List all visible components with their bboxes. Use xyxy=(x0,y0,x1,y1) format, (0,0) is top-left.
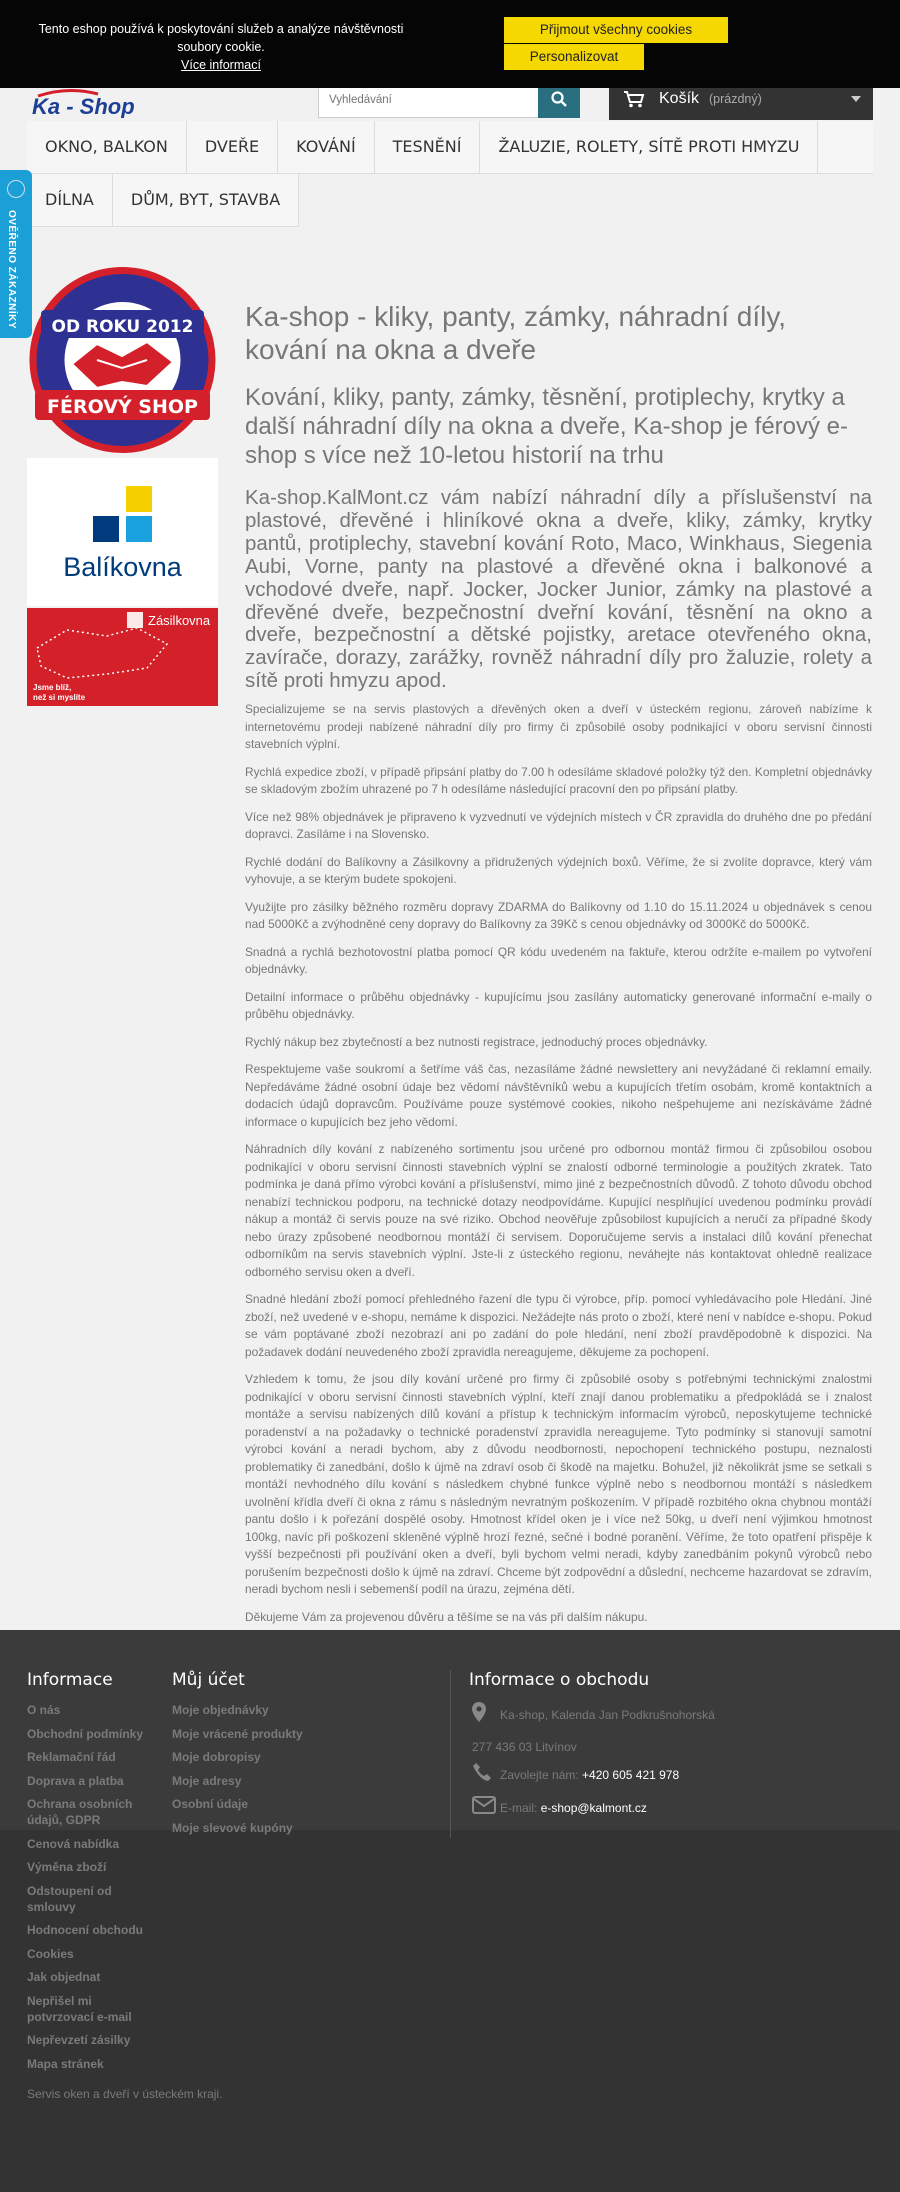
nav-item-kovani[interactable]: KOVÁNÍ xyxy=(278,121,374,174)
footer-link[interactable]: Hodnocení obchodu xyxy=(27,1923,143,1937)
footer-link[interactable]: Reklamační řád xyxy=(27,1750,116,1764)
footer-col-info xyxy=(27,1670,157,2079)
footer-link[interactable]: Odstoupení od smlouvy xyxy=(27,1883,112,1914)
balikovna-text: Balíkovna xyxy=(63,552,182,582)
footer-col-info-title: Informace xyxy=(27,1670,113,1690)
cart-caret-icon xyxy=(851,96,861,102)
footer-link[interactable]: Moje vrácené produkty xyxy=(172,1726,303,1741)
cookie-bar xyxy=(0,0,900,88)
cart-label: Košík xyxy=(659,90,700,107)
email-icon xyxy=(472,1796,496,1814)
footer-divider xyxy=(450,1670,451,1838)
nav-item-dum-byt-stavba[interactable]: DŮM, BYT, STAVBA xyxy=(113,174,299,227)
location-icon xyxy=(472,1702,486,1722)
cookie-more-link[interactable]: Více informací xyxy=(181,58,261,72)
footer-link[interactable]: Doprava a platba xyxy=(27,1773,124,1788)
verified-badge[interactable] xyxy=(0,170,32,338)
footer-link[interactable]: Jak objednat xyxy=(27,1970,101,1984)
footer-link[interactable]: Osobní údaje xyxy=(172,1797,249,1811)
footer-email-line xyxy=(500,1801,647,1815)
nav-item-zaluzie[interactable]: ŽALUZIE, ROLETY, SÍTĚ PROTI HMYZU xyxy=(480,121,818,174)
zasilkovna-logo[interactable] xyxy=(27,608,218,706)
footer-phone-number[interactable]: +420 605 421 978 xyxy=(582,1768,680,1782)
footer-col-store xyxy=(469,1670,869,1702)
footer-link[interactable]: Obchodní podmínky xyxy=(27,1726,143,1741)
footer-link[interactable]: Moje objednávky xyxy=(172,1703,269,1717)
paragraph: Rychlé dodání do Balíkovny a Zásilkovny a přidružených výdejních boxů. Věříme, že si zvolíte dopravce, který vám vyhovuje, a se kterým budete spokojeni. xyxy=(245,854,872,887)
page-title: Ka-shop - kliky, panty, zámky, náhradní díly, kování na okna a dveře xyxy=(245,301,787,365)
paragraph: Snadná a rychlá bezhotovostní platba pomocí QR kódu uvedeném na faktuře, kterou održíte e-mailem po vytvoření objednávky. xyxy=(245,944,872,977)
paragraph: Specializujeme se na servis plastových a dřevěných oken a dveří v ústeckém regionu, zároveň nabízíme k internetovému prodeji nabízené náhradní díly pro firmy či způsobilé osoby podnikající v oboru servisní činnosti stavebních výplní. xyxy=(245,702,872,752)
footer-address-1: Ka-shop, Kalenda Jan Podkrušnohorská xyxy=(500,1708,715,1722)
cart-state: (prázdný) xyxy=(709,92,762,106)
footer-link[interactable]: Moje slevové kupóny xyxy=(172,1820,293,1835)
footer-link[interactable]: Nepřišel mi potvrzovací e-mail xyxy=(27,1993,132,2024)
cookie-text-block xyxy=(26,20,416,74)
paragraph: Náhradních díly kování z nabízeného sortimentu jsou určené pro odbornou montáž firmou či způsobilou osobou podnikající v oboru servisní činnosti stavebních výplní se znalostí odborné terminologie a použitých zkratek. Tato podmínka je daná přímo výrobci kování a příslušenství, mimo jiné z bezpečnostních důvodů. Z tohoto důvodu obchod nenabízí technickou podporu, na technické dotazy neodpovídáme. Kupující nesplňující uvedenou podmínku provádí nákup a montáž či servis pouze na své riziko. Obchod neověřuje způsobilost kupujících a neručí za případné škody nebo úrazy způsobené neodbornou montáží či servisem. Doporučujeme servis a instalaci dílů kování přenechat odborníkům na servis stavebních výplní. Jste-li z ústeckého regionu, neváhejte nás kontaktovat ohledně realizace odborného servisu oken a dveří. xyxy=(245,1142,872,1279)
footer-link[interactable]: Nepřevzetí zásilky xyxy=(27,2033,131,2047)
paragraph: Rychlý nákup bez zbytečností a bez nutnosti registrace, jednoduchý proces objednávky. xyxy=(245,1034,708,1049)
nav-item-dilna[interactable]: DÍLNA xyxy=(27,174,113,227)
nav-row-1 xyxy=(27,121,873,174)
paragraph: Rychlá expedice zboží, v případě připsání platby do 7.00 h odesíláme skladové položky týž den. Kompletní objednávky se skladovým zbožím uhrazené po 7 h odesíláme následující pracovní den po připsání platby. xyxy=(245,764,872,797)
paragraph: Využijte pro zásilky běžného rozměru dopravy ZDARMA do Balíkovny od 1.10 do 15.11.2024 u objednávek s cenou nad 5000Kč a zvýhodněné ceny dopravy do Balíkovny za 39Kč s cenou objednávky od 3000Kč do 5000Kč. xyxy=(245,899,872,932)
footer-tagline: Servis oken a dveří v ústeckém kraji. xyxy=(27,2087,223,2101)
accept-cookies-button[interactable]: Přijmout všechny cookies xyxy=(504,17,728,43)
footer-col-store-title: Informace o obchodu xyxy=(469,1670,650,1690)
footer-phone-line xyxy=(500,1768,679,1782)
nav-row-fill xyxy=(818,121,873,174)
main-content xyxy=(245,300,872,1664)
zasilkovna-text: Zásilkovna xyxy=(148,613,211,628)
paragraph: Respektujeme vaše soukromí a šetříme váš čas, nezasíláme žádné newslettery ani nevyžádané či reklamní emaily. Nepředáváme žádné osobní údaje bez vědomí návštěvníků webu a kupujících třetím osobám, kromě kontaktních a dodacích údajů dopravcům. Používáme pouze systémové cookies, nikoho nešpehujeme ani nezískáváme žádné informace o kupujících bez jeho vědomí. xyxy=(245,1062,872,1129)
footer-email-label: E-mail: xyxy=(500,1801,538,1815)
footer-link[interactable]: Moje dobropisy xyxy=(172,1750,261,1764)
footer-email-address[interactable]: e-shop@kalmont.cz xyxy=(540,1801,647,1815)
footer-link[interactable]: O nás xyxy=(27,1703,61,1717)
zasilkovna-slogan-1: Jsme blíž, xyxy=(33,683,72,692)
footer xyxy=(0,1630,900,2192)
phone-icon xyxy=(472,1762,492,1782)
lead-paragraph: Ka-shop.KalMont.cz vám nabízí náhradní díly a příslušenství na plastové, dřevěné i hliníkové okna a dveře, kliky, zámky, krytky pantů, protiplechy, stavební kování Roto, Maco, Winkhaus, Siegenia Aubi, Vorne, panty na plastové a dřevěné okna i balkonové a vchodové dveře, např. Jocker, Jocker Junior, zámky na plastové a dřevěné dveře, bezpečnostní dveřní kování, těsnění na okno a dveře, bezpečnostní a dětské pojistky, aretace otevřeného okna, zavírače, dorazy, zarážky, rovněž náhradní díly pro žaluzie, rolety a sítě proti hmyzu apod. xyxy=(245,486,872,693)
badge-icon xyxy=(7,180,25,198)
footer-link[interactable]: Ochrana osobních údajů, GDPR xyxy=(27,1797,133,1827)
nav-item-dvere[interactable]: DVEŘE xyxy=(187,121,278,174)
logo-text: Ka - Shop xyxy=(32,94,135,118)
paragraph: Děkujeme Vám za projevenou důvěru a těšíme se na vás při dalším nákupu. xyxy=(245,1609,648,1624)
logo[interactable] xyxy=(28,86,160,118)
footer-link[interactable]: Moje adresy xyxy=(172,1773,242,1788)
paragraph: Vzhledem k tomu, že jsou díly kování určené pro firmy či způsobilé osoby s potřebnými technickými znalostmi podnikající v oboru servisní činnosti stavebních výplní, kteří znají danou problematiku a předpokládá se i znalost montáže a servisu nabízených dílů kování a přístup k technickým informacím výrobců, neposkytujeme technické poradenství a na požadavky o technické poradenství zpravidla nereagujeme. Tyto podmínky si stanovují samotní výrobci kování a neradi bychom, aby z důvodu neodbornosti, nepochopení technického postupu, neznalosti problematiky či zanedbání, došlo k újmě na zdraví osob či škodě na majetku. Bohužel, již několikrát jsme se setkali s montáží nevhodného dílu kování s následkem chybné funkce výplně nebo s neodbornou montáží s následkem uvolnění křídla dveří či okna z rámu s následným nevratným poškozením. V případě rozbitého okna chybnou montáží pantu došlo i k pořezání dospělé osoby. Hmotnost křídel oken je i více než 50kg, u dveří není výjimkou hmotnost 100kg, navíc při poškození skleněné výplně hrozí řezné, sečné i bodné poranění. Věříme, že toto opatření přispěje k vyšší bezpečnosti při používání oken a dveří, byli bychom velmi neradi, kdyby zanedbáním pokynů výrobců nebo porušením bezpečnosti došlo k újmě na zdraví. Chceme být zodpovědní a důslední, nechceme hazardovat se zdravím, neradi bychom nesli i sebemenší podíl na úrazu, zejména dětí. xyxy=(245,1372,872,1597)
nav-item-tesneni[interactable]: TESNĚNÍ xyxy=(375,121,481,174)
nav-row-spacer xyxy=(299,174,873,227)
nav-row-2 xyxy=(27,174,873,227)
cart-icon xyxy=(623,90,645,108)
sidebar xyxy=(27,264,218,708)
paragraph: Více než 98% objednávek je připraveno k vyzvednutí ve výdejních místech v ČR zpravidla do druhého dne po předání dopravci. Zasíláme i na Slovensko. xyxy=(245,809,872,842)
footer-col-account-title: Můj účet xyxy=(172,1670,245,1690)
paragraph: Snadné hledání zboží pomocí přehledného řazení dle typu či výrobce, příp. pomocí vyhledávacího pole Hledání. Jiné zboží, než uvedené v e-shopu, nemáme k dispozici. Nežádejte nás proto o zboží, které není v nabídce e-shopu. Pokud se vám poptávané zboží nezobrazí ani po zadání do pole hledání, není zboží pravděpodobně k dispozici. Na požadavek dodání neuvedeného zboží zpravidla nereagujeme, děkujeme za pochopení. xyxy=(245,1292,872,1359)
badge-label: OVĚŘENO ZÁKAZNÍKY xyxy=(6,210,17,330)
footer-link[interactable]: Mapa stránek xyxy=(27,2056,104,2071)
cookie-message: Tento eshop používá k poskytování služeb a analýze návštěvnosti soubory cookie. xyxy=(38,22,404,54)
nav-item-okno-balkon[interactable]: OKNO, BALKON xyxy=(27,121,187,174)
footer-link[interactable]: Cenová nabídka xyxy=(27,1836,120,1851)
balikovna-logo[interactable] xyxy=(27,458,218,606)
search-icon xyxy=(550,90,568,108)
paragraph: Detailní informace o průběhu objednávky - kupujícímu jsou zasílány automaticky generované informační e-maily o průběhu objednávky. xyxy=(245,989,872,1022)
zasilkovna-slogan-2: než si myslíte xyxy=(33,693,86,702)
seal-top-text: OD ROKU 2012 xyxy=(51,317,194,337)
main-nav xyxy=(27,121,873,227)
footer-address-2: 277 436 03 Litvínov xyxy=(472,1740,577,1754)
footer-link[interactable]: Cookies xyxy=(27,1946,74,1961)
personalize-cookies-button[interactable]: Personalizovat xyxy=(504,44,644,70)
page-subtitle: Kování, kliky, panty, zámky, těsnění, protiplechy, krytky a další náhradní díly na okna a dveře, Ka-shop je férový e-shop s více než 10-letou historií na trhu xyxy=(245,384,849,469)
fair-shop-seal[interactable] xyxy=(27,264,218,456)
seal-bottom-text: FÉROVÝ SHOP xyxy=(47,396,198,418)
footer-col-account xyxy=(172,1670,372,1843)
footer-link[interactable]: Výměna zboží xyxy=(27,1860,107,1874)
footer-phone-label: Zavolejte nám: xyxy=(500,1768,579,1782)
